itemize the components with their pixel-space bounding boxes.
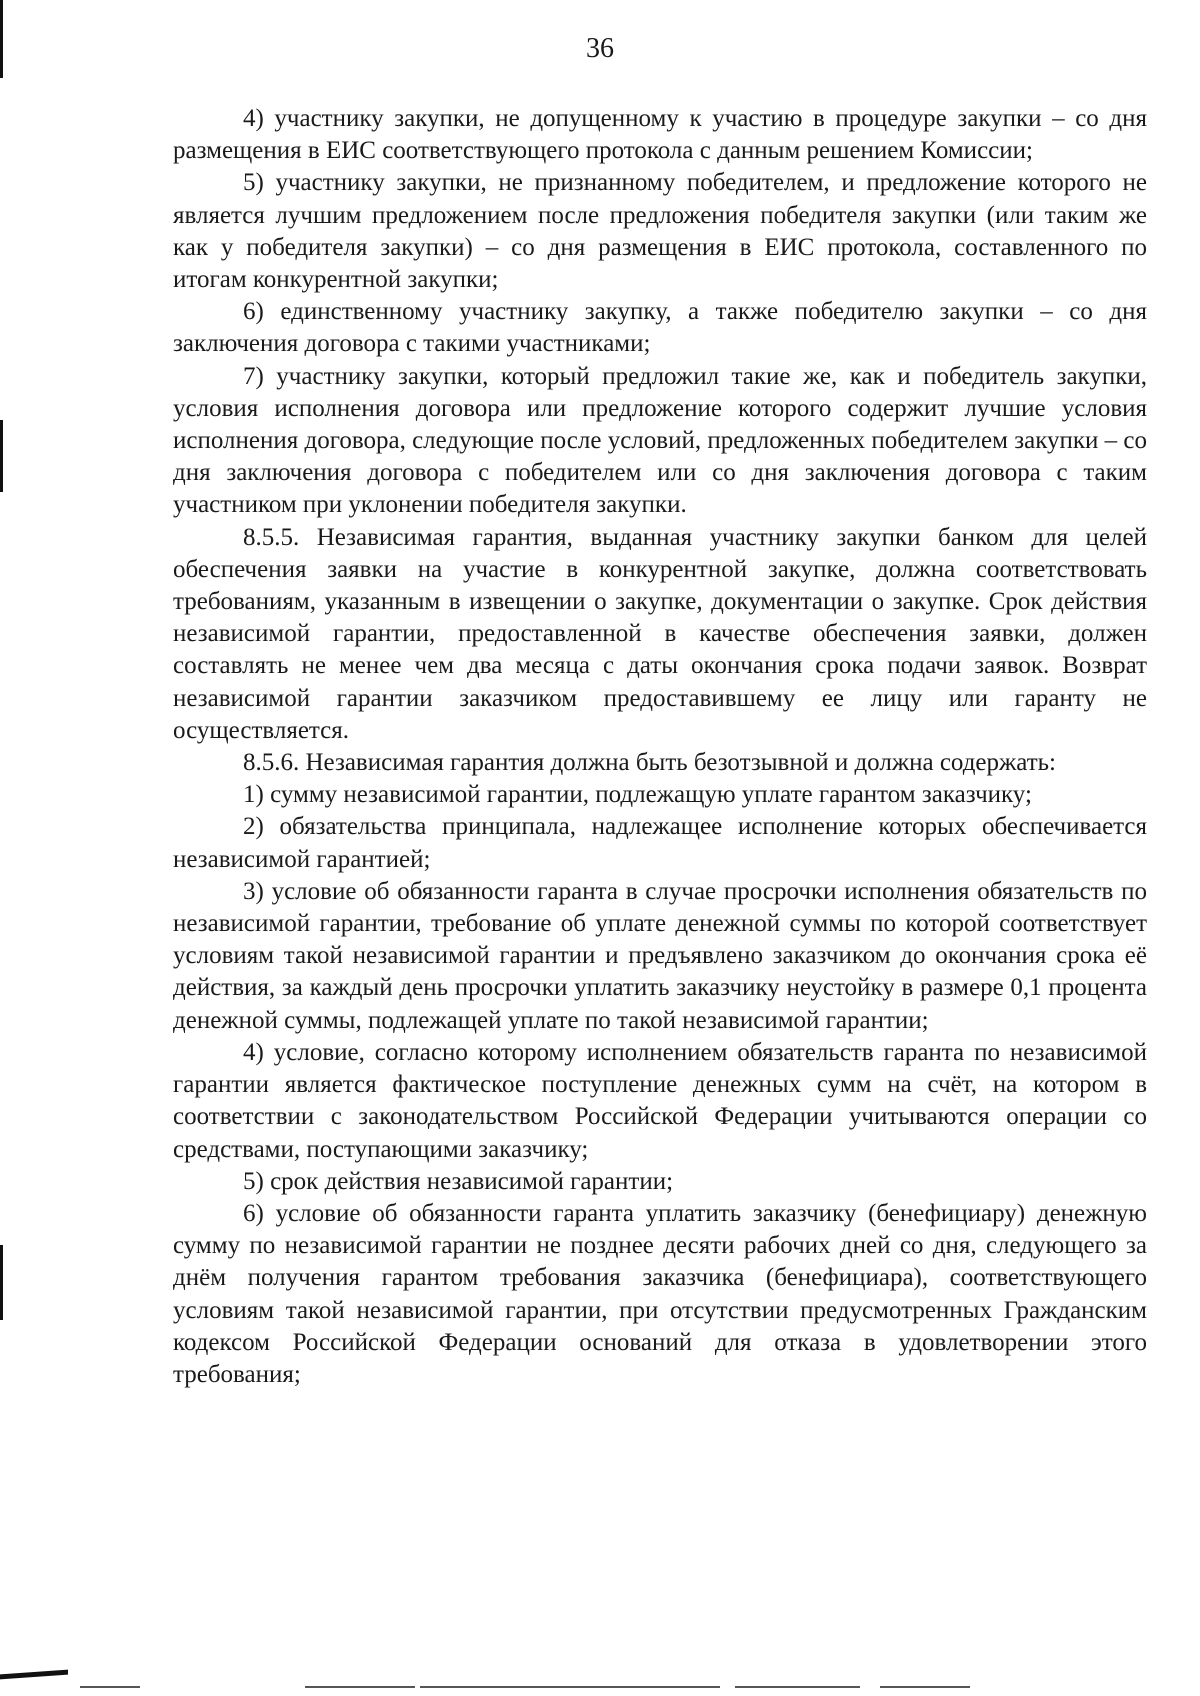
scan-bottom-line [735, 1686, 860, 1688]
paragraph-item-7: 7) участнику закупки, который предложил такие же, как и победитель закупки, условия исполнения договора или предложение которого содержит лучшие условия исполнения договора, следующие после условий, предложенных победителем закупки – со дня заключения договора с победителем или со дня заключения договора с таким участником при уклонении победителя закупки. [173, 362, 1147, 519]
paragraph-list-item-3: 3) условие об обязанности гаранта в случае просрочки исполнения обязательств по независимой гарантии, требование об уплате денежной суммы по которой соответствует условиям такой независимой гарантии и предъявлено заказчиком до окончания срока её действия, за каждый день просрочки уплатить заказчику неустойку в размере 0,1 процента денежной суммы, подлежащей уплате по такой независимой гарантии; [173, 877, 1147, 1034]
scan-bottom-line [420, 1686, 720, 1688]
scan-edge-mark [0, 420, 3, 492]
scan-bottom-line [80, 1686, 140, 1688]
paragraph-list-item-2: 2) обязательства принципала, надлежащее исполнение которых обеспечивается независимой гарантией; [173, 813, 1147, 873]
document-body [173, 103, 1147, 1391]
scan-corner-mark [0, 1670, 68, 1680]
scan-bottom-line [880, 1686, 970, 1688]
page-number: 36 [586, 33, 614, 64]
paragraph-list-item-4: 4) условие, согласно которому исполнением обязательств гаранта по независимой гарантии является фактическое поступление денежных сумм на счёт, на котором в соответствии с законодательством Российской Федерации учитываются операции со средствами, поступающими заказчику; [173, 1038, 1147, 1163]
paragraph-list-item-6: 6) условие об обязанности гаранта уплатить заказчику (бенефициару) денежную сумму по независимой гарантии не позднее десяти рабочих дней со дня, следующего за днём получения гарантом требования заказчика (бенефициара), соответствующего условиям такой независимой гарантии, при отсутствии предусмотренных Гражданским кодексом Российской Федерации оснований для отказа в удовлетворении этого требования; [173, 1199, 1147, 1388]
scan-edge-mark [0, 1245, 3, 1320]
scan-bottom-line [305, 1686, 415, 1688]
paragraph-item-6: 6) единственному участнику закупку, а также победителю закупки – со дня заключения договора с такими участниками; [173, 298, 1147, 358]
paragraph-item-4: 4) участнику закупки, не допущенному к участию в процедуре закупки – со дня размещения в ЕИС соответствующего протокола с данным решением Комиссии; [173, 105, 1147, 165]
paragraph-clause-8-5-6: 8.5.6. Независимая гарантия должна быть безотзывной и должна содержать: [243, 749, 1057, 777]
paragraph-list-item-1: 1) сумму независимой гарантии, подлежащую уплате гарантом заказчику; [243, 781, 1032, 809]
paragraph-list-item-5: 5) срок действия независимой гарантии; [243, 1167, 674, 1195]
paragraph-item-5: 5) участнику закупки, не признанному победителем, и предложение которого не является лучшим предложением после предложения победителя закупки (или таким же как у победителя закупки) – со дня размещения в ЕИС протокола, составленного по итогам конкурентной закупки; [173, 169, 1147, 294]
paragraph-clause-8-5-5: 8.5.5. Независимая гарантия, выданная участнику закупки банком для целей обеспечения заявки на участие в конкурентной закупке, должна соответствовать требованиям, указанным в извещении о закупке, документации о закупке. Срок действия независимой гарантии, предоставленной в качестве обеспечения заявки, должен составлять не менее чем два месяца с даты окончания срока подачи заявок. Возврат независимой гарантии заказчиком предоставившему ее лицу или гаранту не осуществляется. [173, 523, 1147, 744]
